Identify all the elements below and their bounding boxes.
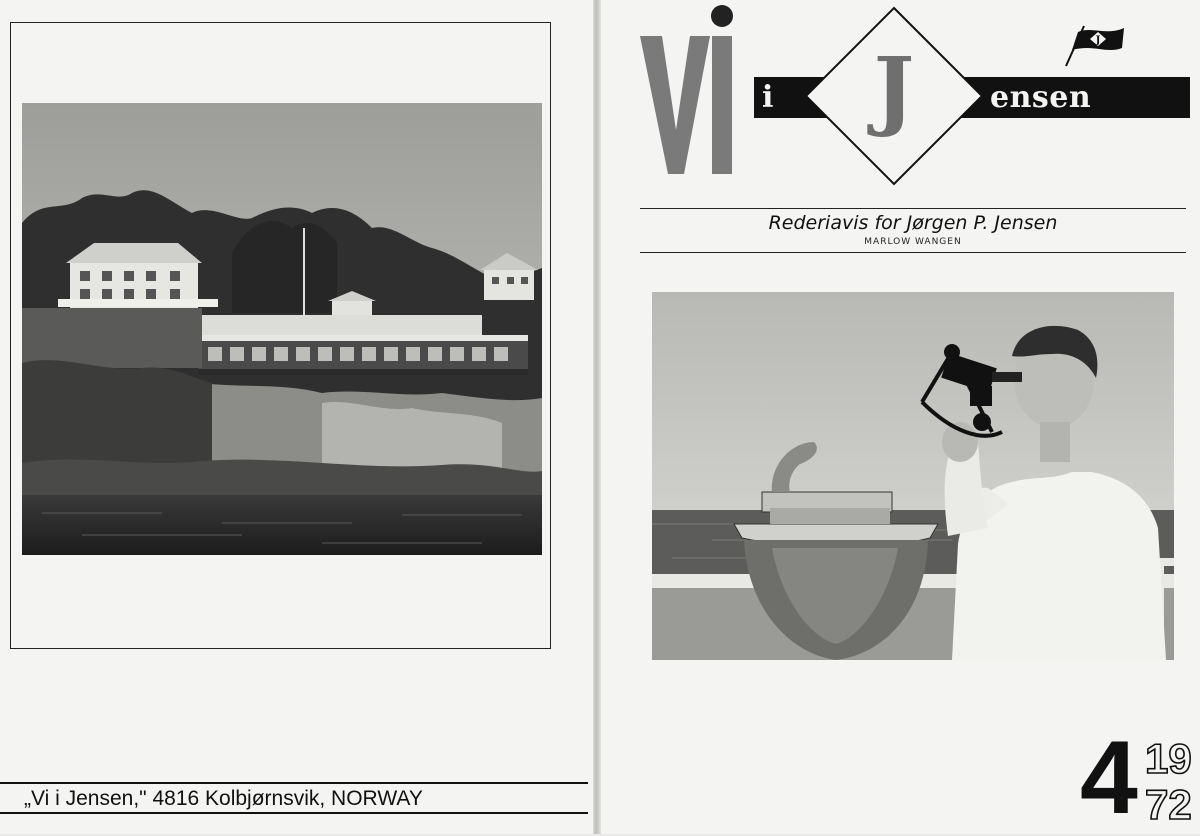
sextant-navigator-photo (652, 292, 1174, 660)
waterfront-illustration (22, 103, 542, 555)
subtitle-rule-top (640, 208, 1186, 209)
sextant-illustration (652, 292, 1174, 660)
year-bottom-digits: 72 (1145, 781, 1192, 828)
address-footer (0, 782, 588, 814)
year-top-digits: 19 (1145, 735, 1192, 782)
subtitle-rule-bottom (640, 252, 1186, 253)
address-text: „Vi i Jensen," 4816 Kolbjørnsvik, NORWAY (24, 787, 423, 810)
company-flag-icon (1062, 22, 1128, 68)
logo-letter-v (640, 36, 710, 174)
waterfront-building-photo (22, 103, 542, 555)
vi-logo (638, 2, 738, 177)
flag-letter: J (1095, 35, 1101, 46)
masthead-i: i (762, 80, 774, 115)
masthead-j: J (873, 39, 915, 140)
logo-letter-i-dot (711, 5, 733, 27)
logo-letter-i-stem (712, 36, 732, 174)
editor-name: MARLOW WANGEN (864, 237, 962, 247)
publication-subtitle: Rederiavis for Jørgen P. Jensen (768, 212, 1058, 234)
magazine-spine (593, 0, 601, 834)
masthead-ensen: ensen (990, 80, 1092, 115)
issue-number: 4 (1080, 720, 1138, 836)
